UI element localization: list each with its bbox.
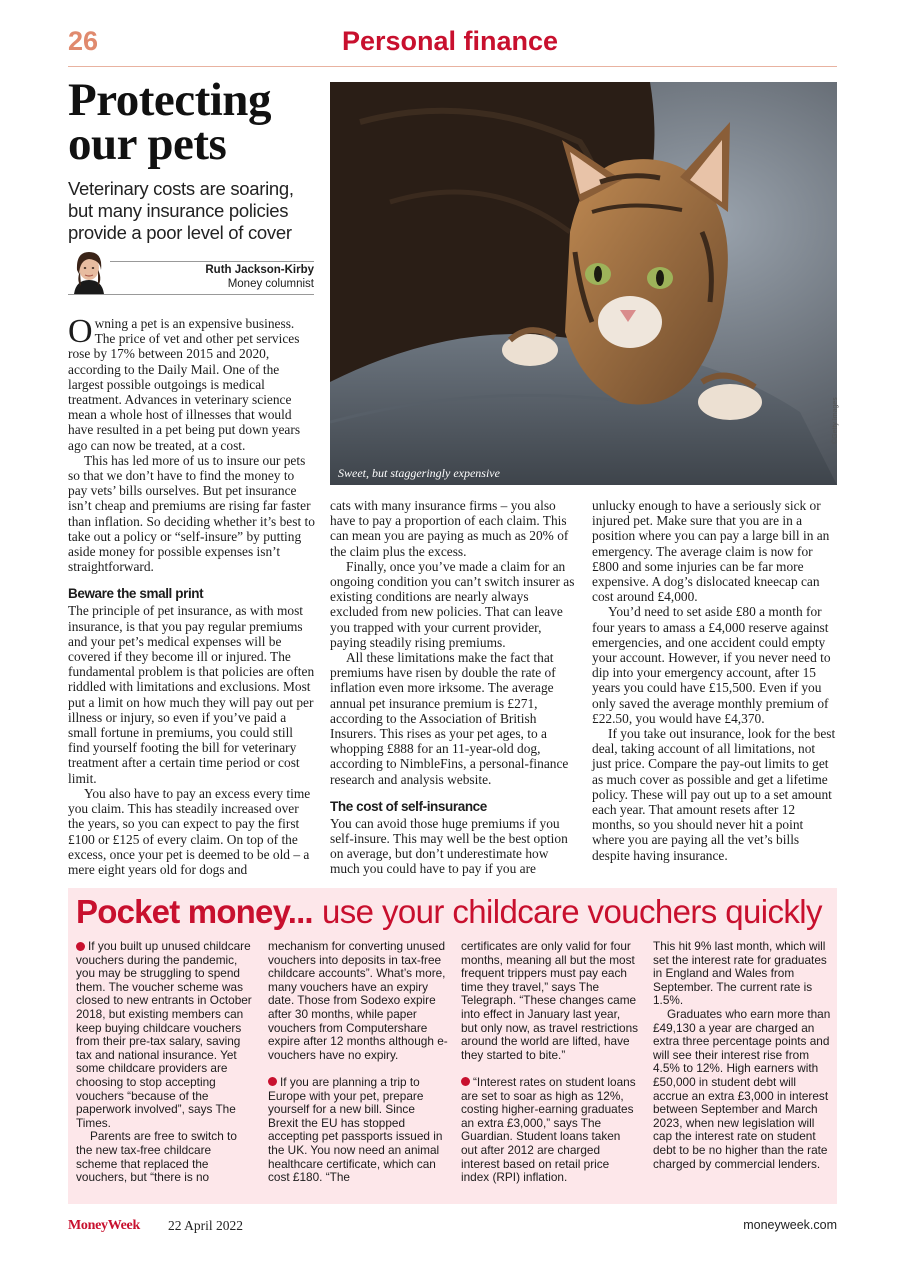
pocket-money-paragraph: This hit 9% last month, which will set the interest rate for graduates in England and Wales from September. The current rate is 1.5%. [653,939,827,1008]
article-paragraph: Finally, once you’ve made a claim for an ongoing condition you can’t switch insurer as existing conditions are nearly always excluded from new policies. That can leave you trapped with your current provider, paying steadily rising premiums. [330,558,575,650]
drop-cap: O [68,313,93,350]
article-column-2 [330,498,576,877]
article-paragraph: Owning a pet is an expensive business. The price of vet and other pet services rose by 17% between 2015 and 2020, according to the Daily Mail. One of the largest possible outgoings is medical treatment. Advances in veterinary science mean a whole host of illnesses that would have resulted in a pet being put down years ago can now be treated, at a cost. [68,313,301,453]
byline-divider-bottom [68,294,314,295]
pocket-money-item: “Interest rates on student loans are set to soar as high as 12%, costing higher-earning graduates an extra £3,000,” says The Guardian. Student loans taken out after 2012 are charged interest based on retail price index (RPI) inflation. [461,1074,636,1185]
article-paragraph: This has led more of us to insure our pets so that we don’t have to find the money to pay vets’ bills ourselves. But pet insurance isn’t cheap and premiums are rising far faster than inflation. So deciding whether it’s best to take out a policy or “self-insure” by putting aside money for possible expenses isn’t straightforward. [68,452,315,575]
pocket-money-column-4 [653,940,833,1171]
pocket-money-title: Pocket money... use your childcare vouchers quickly [76,893,822,930]
bullet-icon [268,1077,277,1086]
article-paragraph: You can avoid those huge premiums if you self-insure. This may well be the best option on average, but don’t underestimate how much you could have to pay if you are [330,815,568,877]
author-avatar [68,246,110,294]
pocket-money-paragraph: Graduates who earn more than £49,130 a year are charged an extra three percentage points and will see their interest rise from 4.5% to 12%. High earners with £50,000 in student debt will accrue an extra £3,000 in interest between September and March 2023, when new legislation will cap the interest rate on student debt to be no higher than the rate charged by commercial lenders. [653,1006,831,1171]
article-paragraph: The principle of pet insurance, as with most insurance, is that you pay regular premiums and your pet’s medical expenses will be covered if they become ill or injured. The fundamental problem is that policies are often riddled with limitations and exclusions. Most put a limit on how much they will pay out per illness or injury, so even if you’ve paid a small fortune in premiums, you could still find yourself footing the bill for veterinary treatment after a certain time period or cost limit. [68,603,315,786]
pocket-money-item: If you built up unused childcare vouchers during the pandemic, you may be struggling to spend them. The voucher scheme was closed to new entrants in October 2018, but existing members can keep buying childcare vouchers from their pre-tax salary, saving tax and national insurance. Yet some childcare providers are choosing to stop accepting vouchers “because of the paperwork involved”, says The Times. [76,939,252,1130]
bullet-icon [461,1077,470,1086]
pocket-money-column-2 [268,940,448,1185]
article-paragraph: You’d need to set aside £80 a month for four years to amass a £4,000 reserve against emergencies, and one accident could empty your account. However, if you never need to dip into your emergency account, after 15 years you could have £15,500. Even if you only saved the average monthly premium of £22.50, you would have £4,370. [592,604,831,726]
pocket-money-paragraph: Parents are free to switch to the new tax-free childcare scheme that replaced the vouchers, but “there is no [76,1129,237,1185]
issue-date: 22 April 2022 [168,1218,244,1233]
page-number: 26 [68,26,99,56]
section-title: Personal finance [341,26,559,56]
subheading-self-insurance: The cost of self-insurance [330,798,487,814]
article-paragraph: You also have to pay an excess every time you claim. This has steadily increased over the years, so you can expect to pay the first £100 or £125 of every claim. On top of the excess, once your pet is deemed to be old – a mere eight years old for dogs and [68,785,311,877]
article-column-3 [592,498,837,863]
bullet-icon [76,942,85,951]
article-standfirst: Veterinary costs are soaring, but many insurance policies provide a poor level of cover [68,178,294,243]
pocket-money-paragraph: certificates are only valid for four months, meaning all but the most frequent trippers must pay each time they travel,” says The Telegraph. “These changes came into effect in January last year, but only now, as travel restrictions around the world are lifted, have they started to bite.” [461,939,639,1062]
author-name: Ruth Jackson-Kirby [205,264,314,276]
article-paragraph: cats with many insurance firms – you also have to pay a proportion of each claim. This can mean you are paying as much as 20% of the claim plus the excess. [330,498,569,559]
pocket-money-item: If you are planning a trip to Europe with your pet, prepare yourself for a new bill. Since Brexit the EU has stopped accepting pet passports issued in the UK. You now need an animal healthcare certificate, which can cost £180. “The [268,1074,443,1185]
article-paragraph: unlucky enough to have a seriously sick or injured pet. Make sure that you are in a position where you can pay a large bill in an emergency. The average claim is now for £800 and some injuries can be far more expensive. A dog’s dislocated kneecap can cost around £4,000. [592,498,830,605]
article-headline: Protecting our pets [68,74,271,170]
pocket-money-column-1 [76,940,252,1185]
pocket-money-column-3 [461,940,639,1185]
article-photo-cat [330,82,837,485]
moneyweek-logo: MoneyWeek [68,1218,140,1233]
article-paragraph: If you take out insurance, look for the best deal, taking account of all limitations, not just price. Compare the pay-out limits to get as much cover as possible and get a lifetime policy. These will pay out up to a set amount each year. That amount resets after 12 months, so you should never hit a point where you are paying all the vet’s bills despite having insurance. [592,726,836,863]
photo-credit: ©Getty Images [832,397,839,444]
photo-caption: Sweet, but staggeringly expensive [338,466,500,480]
article-paragraph: All these limitations make the fact that premiums have risen by double the rate of inflation even more irksome. The average annual pet insurance premium is £271, according to the Association of British Insurers. This rises as your pet ages, to a whopping £888 for an 11-year-old dog, according to NimbleFins, a personal-finance research and analysis website. [330,650,569,787]
subheading-small-print: Beware the small print [68,586,204,602]
author-role: Money columnist [227,278,314,290]
article-column-1 [68,313,315,877]
pocket-money-paragraph: mechanism for converting unused vouchers into deposits in tax-free childcare accounts”. What’s more, many vouchers have an expiry date. Those from Sodexo expire after 30 months, while paper vouchers from Computershare expire after 12 months although e-vouchers have no expiry. [268,939,448,1062]
header-divider [68,66,837,67]
site-url[interactable]: moneyweek.com [743,1218,837,1232]
